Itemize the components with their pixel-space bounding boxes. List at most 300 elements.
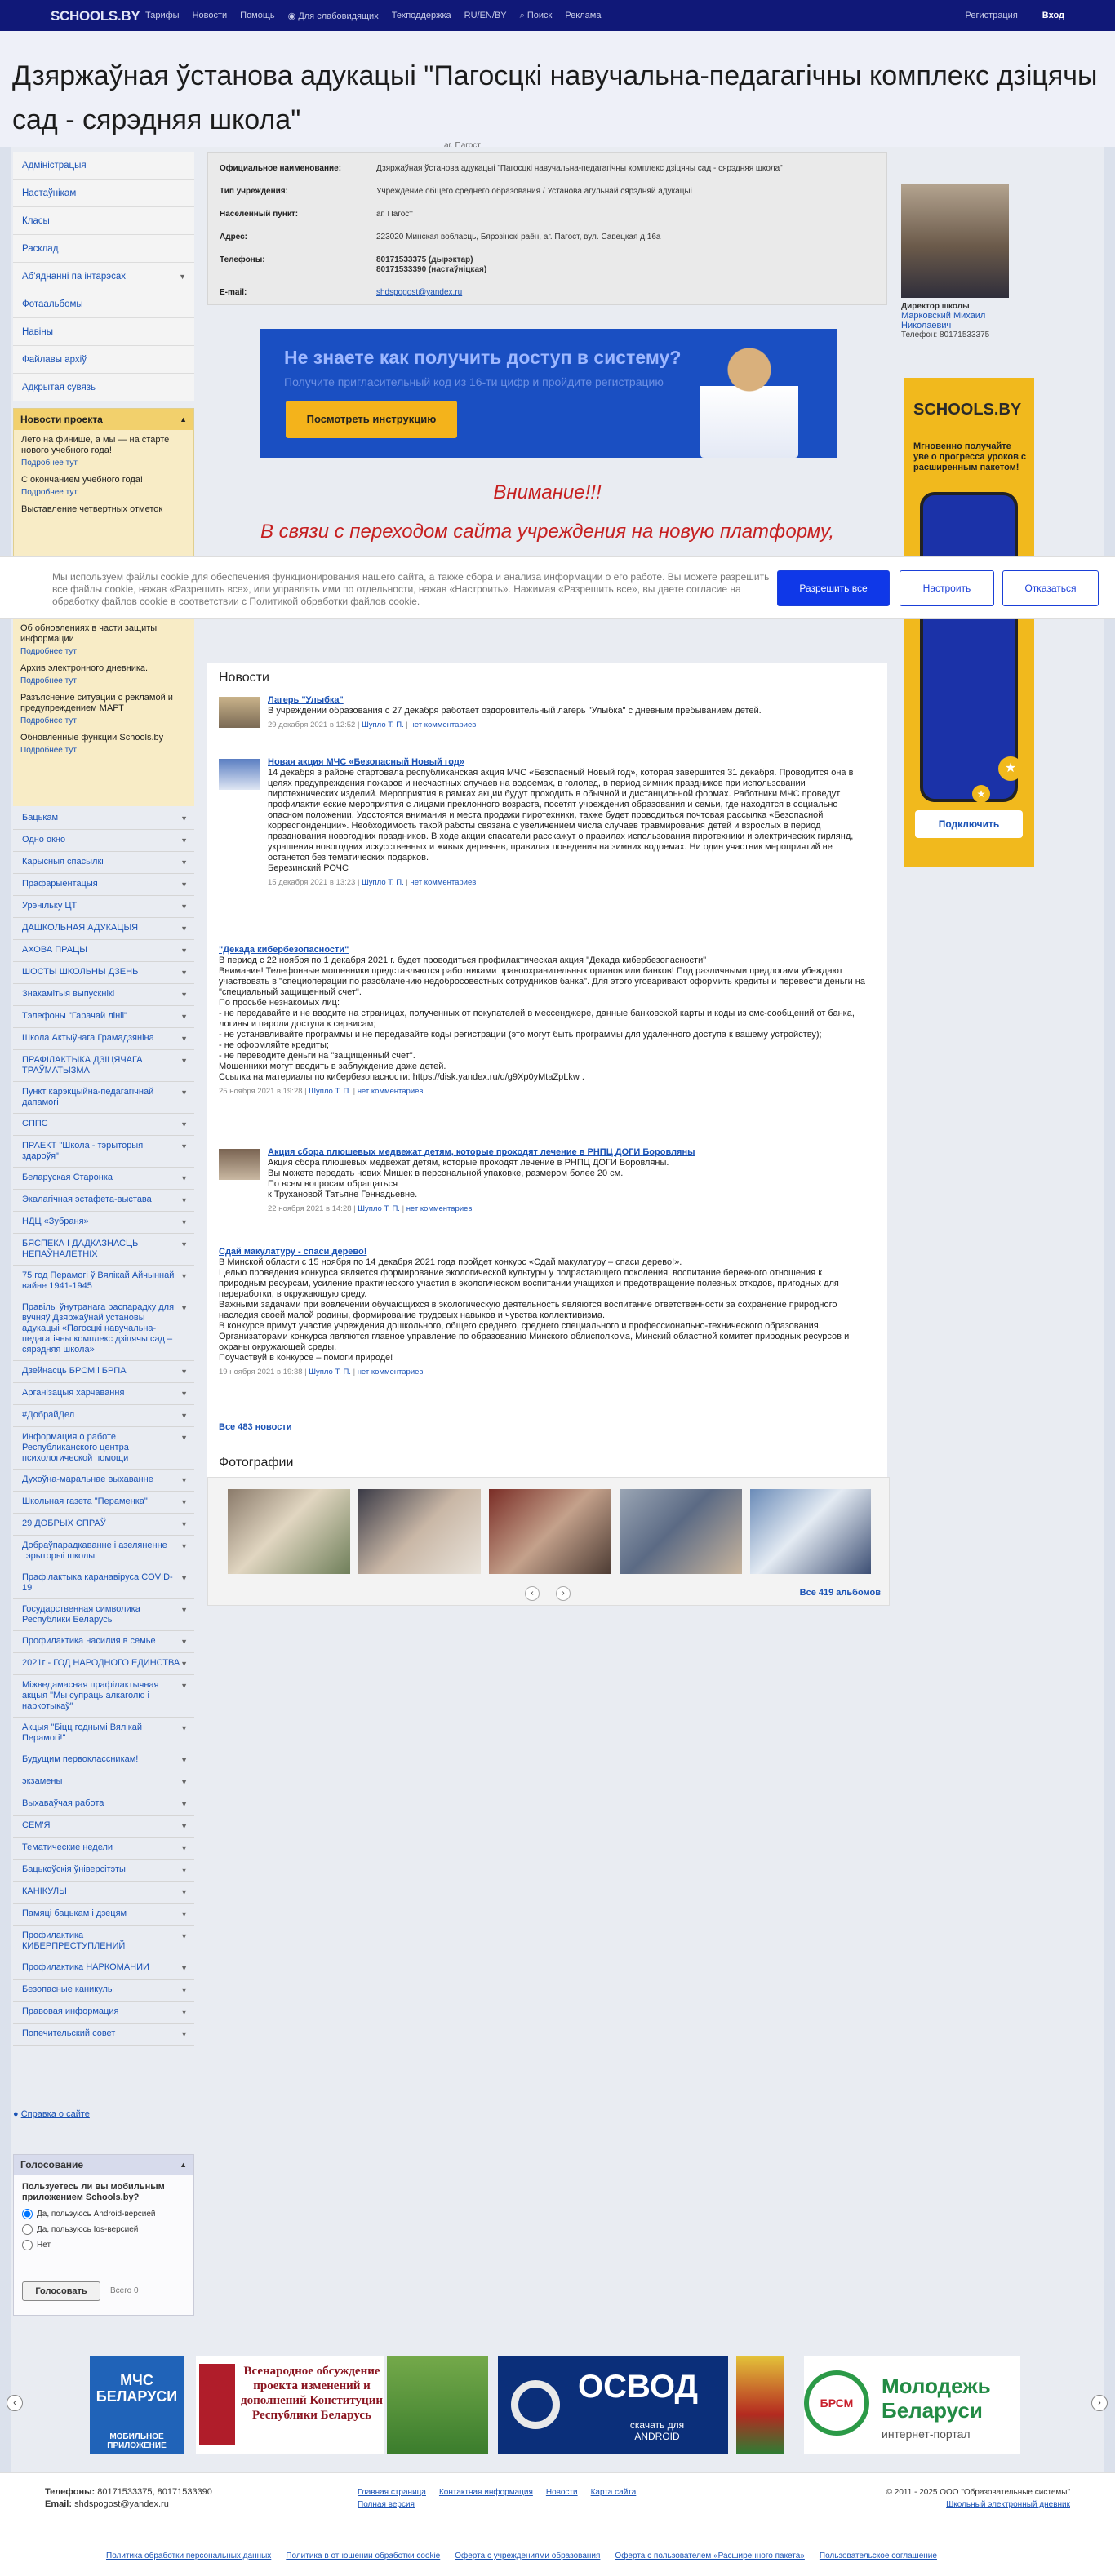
- category-item[interactable]: [13, 1599, 194, 1631]
- project-news-title: Новости проекта ▲: [14, 409, 193, 430]
- news-item: [219, 1247, 872, 1377]
- category-item[interactable]: [13, 1082, 194, 1114]
- category-label: ПРАФІЛАКТЫКА ДЗІЦЯЧАГА ТРАЎМАТЫЗМА: [22, 1055, 143, 1075]
- vote-button[interactable]: Голосовать: [22, 2281, 100, 2301]
- chevron-down-icon[interactable]: ▼: [180, 1120, 188, 1128]
- category-label: ПРАЕКТ "Школа - тэрыторыя здароўя": [22, 1141, 144, 1161]
- star-icon: ★: [972, 785, 990, 803]
- attention-title: Внимание!!!: [493, 481, 602, 503]
- news-meta: 22 ноября 2021 в 14:28 | Шупло Т. П. | нет комментариев: [268, 1204, 473, 1213]
- banner-illustration: [700, 337, 798, 458]
- nav-help[interactable]: Помощь: [240, 11, 275, 20]
- chevron-down-icon[interactable]: ▼: [180, 1218, 188, 1226]
- chevron-down-icon[interactable]: ▼: [180, 1390, 188, 1398]
- category-label: ДАШКОЛЬНАЯ АДУКАЦЫЯ: [22, 923, 139, 933]
- more-link[interactable]: Подробнее тут: [21, 459, 78, 468]
- more-link[interactable]: Подробнее тут: [21, 488, 78, 497]
- nav-language[interactable]: RU/EN/BY: [464, 11, 507, 20]
- category-label: АХОВА ПРАЦЫ: [22, 945, 87, 955]
- category-item[interactable]: [13, 1882, 194, 1904]
- news-title-link[interactable]: Акция сбора плюшевых медвежат детям, которые проходят лечение в РНПЦ ДОГИ Боровляны: [268, 1147, 695, 1157]
- category-item[interactable]: [13, 1190, 194, 1212]
- top-nav: [145, 11, 601, 21]
- category-item[interactable]: [13, 1904, 194, 1926]
- chevron-down-icon[interactable]: ▼: [180, 1272, 188, 1280]
- poll-option[interactable]: Да, пользуюсь Android-версией: [14, 2206, 193, 2222]
- category-item[interactable]: [13, 1771, 194, 1793]
- chevron-down-icon[interactable]: ▼: [180, 1476, 188, 1484]
- category-label: Выхаваўчая работа: [22, 1798, 104, 1808]
- category-label: Бацькам: [22, 813, 59, 822]
- category-label: БЯСПЕКА І ДАДКАЗНАСЦЬ НЕПАЎНАЛЕТНІХ: [22, 1239, 139, 1259]
- comments-link[interactable]: нет комментариев: [406, 1204, 473, 1213]
- news-thumbnail[interactable]: [219, 759, 260, 790]
- author-link[interactable]: Шупло Т. П.: [309, 1087, 351, 1096]
- chevron-down-icon[interactable]: ▼: [180, 1520, 188, 1528]
- auth-links: [965, 11, 1064, 20]
- menu-teachers[interactable]: Настаўнікам: [13, 180, 194, 207]
- poll-radio[interactable]: [22, 2240, 33, 2250]
- help-icon: ●: [13, 2109, 21, 2119]
- menu-photoalbums[interactable]: Фотаальбомы: [13, 290, 194, 318]
- category-label: Прафарыентацыя: [22, 879, 98, 889]
- more-link[interactable]: Подробнее тут: [20, 716, 77, 725]
- promo-text: Мгновенно получайте уве о прогресса уроков с расширенным пакетом!: [913, 441, 1027, 472]
- constitution-book-icon: [199, 2364, 235, 2445]
- star-icon: ★: [998, 756, 1023, 781]
- chevron-down-icon[interactable]: ▼: [180, 858, 188, 867]
- category-label: Прафілактыка каранавіруса COVID-19: [22, 1572, 173, 1593]
- partner-banner-emblem[interactable]: [387, 2356, 488, 2454]
- category-item[interactable]: [13, 1114, 194, 1136]
- category-item[interactable]: [13, 852, 194, 874]
- chevron-down-icon[interactable]: ▼: [180, 1756, 188, 1764]
- category-item[interactable]: [13, 1361, 194, 1383]
- chevron-down-icon[interactable]: ▼: [180, 1866, 188, 1874]
- banner-heading: Не знаете как получить доступ в систему?: [284, 347, 682, 368]
- category-label: Профилактика насилия в семье: [22, 1636, 156, 1646]
- chevron-down-icon[interactable]: ▼: [180, 1088, 188, 1097]
- news-body: Акция сбора плюшевых медвежат детям, которые проходят лечение в РНПЦ ДОГИ Боровляны. Вы можете передать нових Мишек в персональной упаковке, размером более 20 см. По всем вопросам обращаться к Трухановой Татьяне Геннадьевне.: [268, 1158, 669, 1199]
- help-link[interactable]: ● Справка о сайте: [13, 2109, 90, 2119]
- chevron-down-icon[interactable]: ▼: [180, 1412, 188, 1420]
- chevron-down-icon[interactable]: ▼: [180, 1174, 188, 1182]
- chevron-down-icon[interactable]: ▼: [180, 1888, 188, 1896]
- category-label: НДЦ «Зубраня»: [22, 1217, 89, 1226]
- category-item[interactable]: [13, 1567, 194, 1599]
- category-item[interactable]: [13, 1957, 194, 1980]
- category-label: Тематические недели: [22, 1842, 113, 1852]
- category-item[interactable]: [13, 1212, 194, 1234]
- project-news-item: Обновленные функции Schools.by Подробнее тут: [13, 728, 194, 757]
- news-item: [219, 1147, 872, 1214]
- category-label: Профилактика НАРКОМАНИИ: [22, 1962, 149, 1972]
- eye-icon: ◉: [287, 11, 299, 21]
- legal-link[interactable]: Политика в отношении обработки cookie: [286, 2552, 441, 2560]
- poll-question: Пользуетесь ли вы мобильным приложением Schools.by?: [22, 2182, 165, 2202]
- news-title-link[interactable]: Сдай макулатуру - спаси дерево!: [219, 1247, 367, 1257]
- category-item[interactable]: [13, 1514, 194, 1536]
- info-row: Тип учреждения: Учреждение общего среднего образования / Установа агульнай сярэдняй адукацыі: [220, 187, 692, 196]
- footer-legal-links: [106, 2552, 937, 2560]
- category-label: Знакамітыя выпускнікі: [22, 989, 115, 999]
- partner-banner-youth[interactable]: БРСМ Молодежь Беларуси интернет-портал: [804, 2356, 1020, 2454]
- chevron-down-icon[interactable]: ▼: [180, 924, 188, 933]
- footer-nav: [358, 2488, 636, 2509]
- nav-tariffs[interactable]: Тарифы: [145, 11, 180, 20]
- news-title-link[interactable]: "Декада кибербезопасности": [219, 945, 349, 955]
- menu-file-archive[interactable]: Файлавы архіў: [13, 346, 194, 374]
- category-item[interactable]: [13, 1266, 194, 1297]
- chevron-down-icon[interactable]: ▼: [180, 1724, 188, 1732]
- news-meta: 15 декабря 2021 в 13:23 | Шупло Т. П. | нет комментариев: [268, 878, 477, 887]
- partner-banner-coat-of-arms[interactable]: [736, 2356, 784, 2454]
- diary-link[interactable]: Школьный электронный дневник: [946, 2500, 1070, 2509]
- chevron-down-icon[interactable]: ▼: [180, 1196, 188, 1204]
- category-label: Одно окно: [22, 835, 66, 845]
- category-item[interactable]: [13, 1492, 194, 1514]
- chevron-down-icon[interactable]: ▼: [180, 1035, 188, 1043]
- chevron-down-icon[interactable]: ▼: [180, 947, 188, 955]
- cookie-configure-button[interactable]: Настроить: [900, 570, 994, 606]
- author-link[interactable]: Шупло Т. П.: [309, 1368, 351, 1377]
- news-thumbnail[interactable]: [219, 1149, 260, 1180]
- category-item[interactable]: [13, 1050, 194, 1082]
- extended-package-promo: [904, 378, 1034, 867]
- poll-radio[interactable]: [22, 2209, 33, 2219]
- chevron-down-icon[interactable]: ▼: [180, 1434, 188, 1442]
- nav-accessibility[interactable]: ◉ Для слабовидящих: [287, 11, 379, 21]
- category-item[interactable]: [13, 1028, 194, 1050]
- category-list: [13, 808, 194, 2046]
- poll-option[interactable]: Да, пользуюсь Ios-версией: [14, 2222, 193, 2237]
- nav-news[interactable]: Новости: [192, 11, 228, 20]
- photo-thumbnail[interactable]: [750, 1489, 871, 1574]
- chevron-down-icon[interactable]: ▼: [180, 902, 188, 911]
- photo-thumbnail[interactable]: [489, 1489, 611, 1574]
- site-logo[interactable]: SCHOOLS.BY: [51, 8, 140, 24]
- category-item[interactable]: [13, 1926, 194, 1957]
- chevron-down-icon[interactable]: ▼: [180, 1822, 188, 1830]
- category-item[interactable]: [13, 874, 194, 896]
- nav-ads[interactable]: Реклама: [565, 11, 602, 20]
- news-heading: Новости: [219, 671, 269, 685]
- chevron-down-icon[interactable]: ▼: [180, 1660, 188, 1668]
- chevron-down-icon[interactable]: ▼: [180, 1844, 188, 1852]
- legal-link[interactable]: Политика обработки персональных данных: [106, 2552, 272, 2560]
- chevron-down-icon[interactable]: ▼: [180, 1932, 188, 1940]
- partner-banner-mchs[interactable]: МЧС БЕЛАРУСИ МОБИЛЬНОЕ ПРИЛОЖЕНИЕ: [90, 2356, 184, 2454]
- photo-thumbnail[interactable]: [358, 1489, 481, 1574]
- lifebuoy-icon: [511, 2380, 560, 2429]
- collapse-icon[interactable]: ▲: [180, 415, 187, 423]
- director-card: [901, 184, 1015, 339]
- chevron-down-icon[interactable]: ▼: [180, 1986, 188, 1994]
- project-news-item: Разъяснение ситуации с рекламой и предупреждением МАРТ Подробнее тут: [13, 688, 194, 728]
- director-phone: Телефон: 80171533375: [901, 330, 990, 339]
- news-body: В период с 22 ноября по 1 декабря 2021 г. будет проводиться профилактическая акция "Декада кибербезопасности" Внимание! Телефонные мошенники представляются работниками правоохранительных органов или банков! Под различными предлогами убеждают участвовать в "специоперации по разоблачению недобросовестных сотрудников банка". Для этого уговаривают оформить кредиты и перевести деньги на "специальный защищенный счет". По просьбе незнакомых лиц: - не передавайте и не вводите на страницах, полученных от покупателей в мессенджере, данные банковской карты и коды из смс-сообщений от банка, логины и пароли доступа к сервисам; - не устанавливайте программы и не передавайте коды регистрации (это могут быть программы для удаленного доступа к вашему устройству); - не оформляйте кредиты; - не переводите деньги на "защищенный счет". Мошенники могут вводить в заблуждение даже детей. Ссылка на материалы по кибербезопасности: https://disk.yandex.ru/d/g9Xp0yMtaZpLkw .: [219, 955, 865, 1082]
- comments-link[interactable]: нет комментариев: [410, 878, 477, 887]
- chevron-down-icon[interactable]: ▼: [180, 969, 188, 977]
- news-title-link[interactable]: Лагерь "Улыбка": [268, 695, 344, 705]
- menu-news[interactable]: Навіны: [13, 318, 194, 346]
- carousel-prev-button[interactable]: ‹: [525, 1586, 540, 1601]
- chevron-down-icon[interactable]: ▼: [180, 1964, 188, 1972]
- category-item[interactable]: [13, 1793, 194, 1816]
- school-menu: [13, 152, 194, 401]
- chevron-down-icon[interactable]: ▼: [180, 1638, 188, 1646]
- category-label: СППС: [22, 1119, 48, 1128]
- access-banner[interactable]: [260, 329, 837, 458]
- chevron-down-icon[interactable]: ▼: [180, 1778, 188, 1786]
- category-item[interactable]: [13, 1168, 194, 1190]
- comments-link[interactable]: нет комментариев: [410, 720, 477, 729]
- category-label: СЕМ'Я: [22, 1820, 51, 1830]
- cookie-allow-button[interactable]: Разрешить все: [777, 570, 890, 606]
- chevron-down-icon[interactable]: ▼: [180, 1910, 188, 1918]
- category-label: #ДобрайДел: [22, 1410, 75, 1420]
- news-item: [219, 757, 872, 888]
- legal-link[interactable]: Оферта с учреждениями образования: [455, 2552, 601, 2560]
- info-row: Официальное наименование: Дзяржаўная ўстанова адукацыі "Пагосцкі навучальна-педагагічны комплекс дзіцячы сад - сярэдняя школа": [220, 164, 783, 173]
- carousel-next-button[interactable]: ›: [556, 1586, 571, 1601]
- comments-link[interactable]: нет комментариев: [357, 1087, 424, 1096]
- news-meta: 19 ноября 2021 в 19:38 | Шупло Т. П. | нет комментариев: [219, 1368, 424, 1377]
- category-label: Бацькоўскія ўніверсітэты: [22, 1864, 126, 1874]
- category-label: Попечительский совет: [22, 2028, 116, 2038]
- category-label: 2021г - ГОД НАРОДНОГО ЕДИНСТВА: [22, 1658, 180, 1668]
- category-item[interactable]: [13, 1297, 194, 1361]
- cookie-decline-button[interactable]: Отказаться: [1002, 570, 1099, 606]
- chevron-down-icon[interactable]: ▼: [180, 1800, 188, 1808]
- attention-text: В связи с переходом сайта учреждения на новую платформу,: [260, 521, 835, 543]
- category-item[interactable]: [13, 1383, 194, 1405]
- partners-next-button[interactable]: ›: [1091, 2395, 1108, 2411]
- category-item[interactable]: [13, 1718, 194, 1749]
- project-news-item: Об обновлениях в части защиты информации Подробнее тут: [13, 619, 194, 658]
- project-news-item: Выставление четвертных отметок: [21, 504, 163, 514]
- chevron-down-icon[interactable]: ▼: [180, 1574, 188, 1582]
- school-location: аг. Пагост: [444, 141, 481, 147]
- footer-link-news[interactable]: Новости: [545, 2488, 578, 2497]
- photos-carousel: [207, 1477, 890, 1606]
- category-item[interactable]: [13, 1006, 194, 1028]
- legal-link[interactable]: Оферта с пользователем «Расширенного пакета»: [615, 2552, 805, 2560]
- category-item[interactable]: [13, 940, 194, 962]
- category-item[interactable]: [13, 1536, 194, 1567]
- category-label: Акцыя "Біцц годнымі Вялікай Перамогі!": [22, 1723, 143, 1743]
- category-label: 75 год Перамогі ў Вялікай Айчыннай вайне 1941-1945: [22, 1270, 175, 1291]
- cookie-text: Мы используем файлы cookie для обеспечения функционирования нашего сайта, а также сбора и анализа информации о его работе. Вы можете разрешить все файлы cookie, нажав «Разрешить все», или управлять ими по отдельности, нажав «Настроить». Нажимая «Разрешить все», вы даете согласие на обработку файлов cookie в соответствии с Политикой обработки файлов cookie.: [52, 571, 770, 607]
- search-icon: ⌕: [519, 11, 527, 20]
- news-item: [219, 945, 872, 1097]
- menu-classes[interactable]: Класы: [13, 207, 194, 235]
- all-news-link[interactable]: Все 483 новости: [219, 1422, 292, 1432]
- email-link[interactable]: shdspogost@yandex.ru: [376, 288, 463, 297]
- login-link[interactable]: Вход: [1042, 11, 1064, 20]
- top-bar: [0, 0, 1115, 31]
- director-name-link[interactable]: Марковский Михаил Николаевич: [901, 311, 986, 330]
- category-label: Дзейнасць БРСМ і БРПА: [22, 1366, 127, 1376]
- footer-link-full-version[interactable]: Полная версия: [358, 2500, 415, 2509]
- chevron-down-icon[interactable]: ▼: [180, 836, 188, 845]
- category-label: Школа Актыўнага Грамадзяніна: [22, 1033, 154, 1043]
- category-item[interactable]: [13, 984, 194, 1006]
- nav-support[interactable]: Техподдержка: [391, 11, 451, 20]
- category-item[interactable]: [13, 1980, 194, 2002]
- banner-subtext: Получите пригласительный код из 16-ти цифр и пройдите регистрацию: [284, 375, 664, 388]
- menu-administration[interactable]: Адміністрацыя: [13, 152, 194, 180]
- project-news-item: Лето на финише, а мы — на старте нового учебного года! Подробнее тут: [14, 430, 193, 470]
- photos-heading: Фотографии: [219, 1456, 294, 1470]
- category-item[interactable]: [13, 1653, 194, 1675]
- footer-contacts: Телефоны: 80171533375, 80171533390 Email: shdspogost@yandex.ru: [45, 2487, 212, 2509]
- director-photo: [901, 184, 1009, 298]
- category-item[interactable]: [13, 1136, 194, 1168]
- news-section: [207, 663, 887, 1479]
- news-body: 14 декабря в районе стартовала республиканская акция МЧС «Безопасный Новый год», которая завершится 31 декабря. Проводится она в целях предупреждения пожаров и несчастных случаев на водоемах, в гололед, в период зимних праздников при использовании пиротехнических изделий. Мероприятия в рамках акции будут проходить в обычной и дистанционной формах. Работники МЧС проведут профилактические мероприятия с лицами преклонного возраста, посетят учреждения образования и семьи, где находятся в социально опасном положении. Удостоятся внимания и места продажи пиротехники, также будет проводиться почтовая рассылка «Безопасной корреспонденции». Необходимость такой работы связана с увеличением числа случаев травмирования детей и взрослых в период празднования новогодних праздников. В ходе акции спасатели расскажут о правилах использования пиротехники и электрических гирлянд, украшения новогодних искусственных и живых деревьев, правилах поведения на зимних водоемах. Ни один участник мероприятий не останется без тематических подарков. Березинский РОЧС: [268, 768, 854, 873]
- category-label: Арганізацыя харчавання: [22, 1388, 125, 1398]
- category-label: Памяці бацькам і дзецям: [22, 1909, 127, 1918]
- category-label: Урэнільку ЦТ: [22, 901, 78, 911]
- category-label: Будущим первоклассникам!: [22, 1754, 139, 1764]
- category-label: Информация о работе Республиканского центра психологической помощи: [22, 1432, 129, 1463]
- collapse-icon[interactable]: ▲: [180, 2161, 187, 2169]
- phone-illustration: [920, 492, 1018, 802]
- cookie-banner: [0, 556, 1115, 619]
- category-item[interactable]: [13, 1838, 194, 1860]
- all-albums-link[interactable]: Все 419 альбомов: [799, 1588, 881, 1598]
- category-label: Міжведамасная прафілактычная акцыя "Мы супраць алкаголю і наркотыкаў": [22, 1680, 159, 1711]
- author-link[interactable]: Шупло Т. П.: [362, 878, 404, 887]
- comments-link[interactable]: нет комментариев: [357, 1368, 424, 1377]
- footer-link-sitemap[interactable]: Карта сайта: [590, 2488, 637, 2497]
- chevron-down-icon: ▼: [179, 273, 186, 281]
- school-info: [207, 152, 887, 305]
- author-link[interactable]: Шупло Т. П.: [362, 720, 404, 729]
- director-title: Директор школы: [901, 302, 970, 311]
- legal-link[interactable]: Пользовательское соглашение: [819, 2552, 937, 2560]
- category-item[interactable]: [13, 1860, 194, 1882]
- chevron-down-icon[interactable]: ▼: [180, 2030, 188, 2038]
- category-item[interactable]: [13, 1675, 194, 1718]
- partners-prev-button[interactable]: ‹: [7, 2395, 23, 2411]
- school-header: [0, 31, 1115, 147]
- category-item[interactable]: [13, 830, 194, 852]
- chevron-down-icon[interactable]: ▼: [180, 1304, 188, 1312]
- chevron-down-icon[interactable]: ▼: [180, 2008, 188, 2016]
- category-item[interactable]: [13, 918, 194, 940]
- poll-title: Голосование ▲: [14, 2155, 193, 2175]
- menu-clubs[interactable]: Аб'яднанні па інтарэсах ▼: [13, 263, 194, 290]
- category-item[interactable]: [13, 896, 194, 918]
- connect-button[interactable]: Подключить: [915, 810, 1023, 838]
- chevron-down-icon[interactable]: ▼: [180, 1498, 188, 1506]
- author-link[interactable]: Шупло Т. П.: [358, 1204, 400, 1213]
- menu-schedule[interactable]: Расклад: [13, 235, 194, 263]
- menu-open-contact[interactable]: Адкрытая сувязь: [13, 374, 194, 401]
- photo-thumbnail[interactable]: [620, 1489, 742, 1574]
- news-item: [219, 695, 872, 730]
- brsm-logo: БРСМ: [804, 2370, 869, 2436]
- chevron-down-icon[interactable]: ▼: [180, 1240, 188, 1248]
- category-item[interactable]: [13, 1816, 194, 1838]
- chevron-down-icon[interactable]: ▼: [180, 1057, 188, 1065]
- chevron-down-icon[interactable]: ▼: [180, 814, 188, 822]
- info-row: Телефоны: 80171533375 (дырэктар) 80171533390 (настаўніцкая): [220, 255, 487, 274]
- news-title-link[interactable]: Новая акция МЧС «Безопасный Новый год»: [268, 757, 464, 767]
- project-news-item: С окончанием учебного года! Подробнее тут: [14, 470, 193, 499]
- category-label: 29 ДОБРЫХ СПРАЎ: [22, 1519, 106, 1528]
- news-thumbnail[interactable]: [219, 697, 260, 728]
- category-label: Безопасные каникулы: [22, 1984, 114, 1994]
- category-item[interactable]: [13, 1234, 194, 1266]
- category-item[interactable]: [13, 808, 194, 830]
- category-item[interactable]: [13, 1631, 194, 1653]
- category-label: Государственная символика Республики Беларусь: [22, 1604, 140, 1625]
- category-label: Беларуская Старонка: [22, 1173, 113, 1182]
- poll-radio[interactable]: [22, 2224, 33, 2235]
- footer-link-contacts[interactable]: Контактная информация: [438, 2488, 533, 2497]
- instruction-button[interactable]: Посмотреть инструкцию: [286, 401, 457, 438]
- category-label: Правовая информация: [22, 2006, 119, 2016]
- nav-search[interactable]: ⌕ Поиск: [519, 11, 553, 20]
- chevron-down-icon[interactable]: ▼: [180, 1368, 188, 1376]
- project-news-item: Архив электронного дневника. Подробнее тут: [13, 658, 194, 688]
- category-item[interactable]: [13, 1405, 194, 1427]
- attention-notice: [207, 481, 887, 543]
- info-row: E-mail: shdspogost@yandex.ru: [220, 288, 463, 297]
- chevron-down-icon[interactable]: ▼: [180, 991, 188, 999]
- category-item[interactable]: [13, 1427, 194, 1470]
- category-label: Тэлефоны "Гарачай лініі": [22, 1011, 127, 1021]
- category-label: КАНІКУЛЫ: [22, 1887, 67, 1896]
- category-item[interactable]: [13, 1470, 194, 1492]
- register-link[interactable]: Регистрация: [965, 11, 1018, 20]
- category-label: Профилактика КИБЕРПРЕСТУПЛЕНИЙ: [22, 1931, 126, 1951]
- news-body: В учреждении образования с 27 декабря работает оздоровительный лагерь "Улыбка" с дневным пребыванием детей.: [268, 706, 762, 716]
- project-news-panel-lower: [13, 619, 194, 806]
- category-item[interactable]: [13, 1749, 194, 1771]
- more-link[interactable]: Подробнее тут: [20, 676, 77, 685]
- category-label: Пункт карэкцыйна-педагагічнай дапамогі: [22, 1087, 154, 1107]
- poll-total: Всего 0: [110, 2286, 139, 2295]
- category-item[interactable]: [13, 2002, 194, 2024]
- news-meta: 29 декабря 2021 в 12:52 | Шупло Т. П. | нет комментариев: [268, 720, 477, 729]
- promo-logo: SCHOOLS.BY: [913, 401, 1022, 419]
- more-link[interactable]: Подробнее тут: [20, 647, 77, 656]
- news-meta: 25 ноября 2021 в 19:28 | Шупло Т. П. | нет комментариев: [219, 1087, 424, 1096]
- chevron-down-icon[interactable]: ▼: [180, 1606, 188, 1614]
- poll-option[interactable]: Нет: [14, 2237, 193, 2253]
- photo-thumbnail[interactable]: [228, 1489, 350, 1574]
- partner-banner-constitution[interactable]: Всенародное обсуждение проекта изменений и дополнений Конституции Республики Беларусь: [196, 2356, 384, 2454]
- chevron-down-icon[interactable]: ▼: [180, 1682, 188, 1690]
- footer-link-home[interactable]: Главная страница: [358, 2488, 426, 2497]
- news-body: В Минской области с 15 ноября по 14 декабря 2021 года пройдет конкурс «Сдай макулатуру – спаси дерево!». Целью проведения конкурса является формирование экологической культуры у подрастающего поколения, воспитание бережного отношения к природным ресурсам, усиление практического участия в экологическом воспитании учащихся и предотвращение полезных отходов, пригодных для переработки, в окружающую среду. Важными задачами при вовлечении обучающихся в экологическую деятельность являются воспитание ответственности за сохранение природного наследия своей малой родины, формирование трудовых навыков и чувства коллективизма. В конкурсе примут участие учреждения дошкольного, общего среднего, среднего специального и профессионально-технического образования. Организаторами конкурса являются главное управление по образованию Минского облисполкома, Минский областной комитет природных ресурсов и охраны окружающей среды. Поучаствуй в конкурсе – помоги природе!: [219, 1257, 850, 1363]
- category-item[interactable]: [13, 2024, 194, 2046]
- category-label: Добраўпарадкаванне і азеляненне тэрыторыі школы: [22, 1541, 167, 1561]
- chevron-down-icon[interactable]: ▼: [180, 880, 188, 889]
- category-item[interactable]: [13, 962, 194, 984]
- category-label: Правілы ўнутранага распарадку для вучняў Дзяржаўнай установы адукацыі «Пагосцкі навучальна-педагагічны комплекс дзіцячы сад – сярэдняя школа»: [22, 1302, 175, 1355]
- partner-banner-osvod[interactable]: ОСВОД скачать для ANDROID: [498, 2356, 728, 2454]
- more-link[interactable]: Подробнее тут: [20, 746, 77, 755]
- info-row: Населенный пункт: аг. Пагост: [220, 210, 413, 219]
- chevron-down-icon[interactable]: ▼: [180, 1542, 188, 1550]
- chevron-down-icon[interactable]: ▼: [180, 1142, 188, 1151]
- chevron-down-icon[interactable]: ▼: [180, 1013, 188, 1021]
